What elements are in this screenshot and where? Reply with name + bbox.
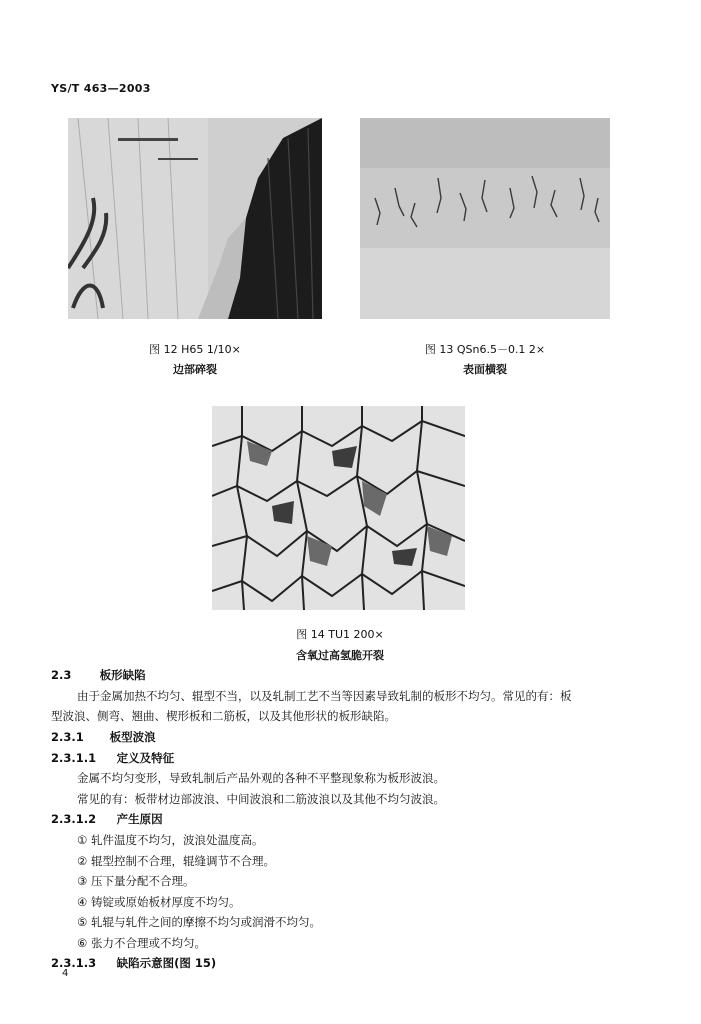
paragraph: 金属不均匀变形，导致轧制后产品外观的各种不平整现象称为板形波浪。 xyxy=(77,771,445,785)
section-number: 2.3.1 xyxy=(51,730,84,744)
figure-12-photo xyxy=(68,118,322,319)
paragraph: 由于金属加热不均匀、辊型不当，以及轧制工艺不当等因素导致轧制的板形不均匀。常见的有：板 xyxy=(77,689,572,703)
figure-13-subtitle: 表面横裂 xyxy=(463,363,507,376)
figure-13-caption: 图 13 QSn6.5－0.1 2× xyxy=(424,343,546,356)
section-2-3-1-1-heading xyxy=(51,750,174,766)
figure-12-caption: 图 12 H65 1/10× xyxy=(149,343,241,356)
page-number: 4 xyxy=(62,968,69,979)
paragraph: 常见的有：板带材边部波浪、中间波浪和二筋波浪以及其他不均匀波浪。 xyxy=(77,792,445,806)
section-2-3-1-3-heading xyxy=(51,955,216,971)
cause-item: ② 辊型控制不合理，辊缝调节不合理。 xyxy=(77,854,275,868)
section-number: 2.3 xyxy=(51,668,72,682)
figure-13-photo xyxy=(360,118,610,319)
section-number: 2.3.1.1 xyxy=(51,751,97,765)
section-title: 板形缺陷 xyxy=(99,668,146,682)
section-title: 缺陷示意图(图 15) xyxy=(116,956,217,970)
cause-item: ③ 压下量分配不合理。 xyxy=(77,874,195,888)
standard-header: YS/T 463—2003 xyxy=(51,82,151,95)
section-number: 2.3.1.2 xyxy=(51,812,97,826)
figure-12-subtitle: 边部碎裂 xyxy=(173,363,217,376)
paragraph: 型波浪、侧弯、翘曲、楔形板和二筋板，以及其他形状的板形缺陷。 xyxy=(51,709,396,723)
section-title: 产生原因 xyxy=(116,812,163,826)
figure-14-subtitle: 含氧过高氢脆开裂 xyxy=(296,649,384,662)
section-number: 2.3.1.3 xyxy=(51,956,97,970)
section-title: 定义及特征 xyxy=(116,751,175,765)
figure-14-caption: 图 14 TU1 200× xyxy=(296,628,384,641)
section-title: 板型波浪 xyxy=(109,730,156,744)
figure-14-micrograph xyxy=(212,406,465,610)
cause-item: ④ 铸锭或原始板材厚度不均匀。 xyxy=(77,895,241,909)
section-2-3-1-heading xyxy=(51,729,156,745)
section-2-3-heading xyxy=(51,667,146,683)
section-2-3-1-2-heading xyxy=(51,811,163,827)
cause-item: ⑤ 轧辊与轧件之间的摩擦不均匀或润滑不均匀。 xyxy=(77,915,321,929)
cause-item: ① 轧件温度不均匀，波浪处温度高。 xyxy=(77,833,264,847)
cause-item: ⑥ 张力不合理或不均匀。 xyxy=(77,936,206,950)
